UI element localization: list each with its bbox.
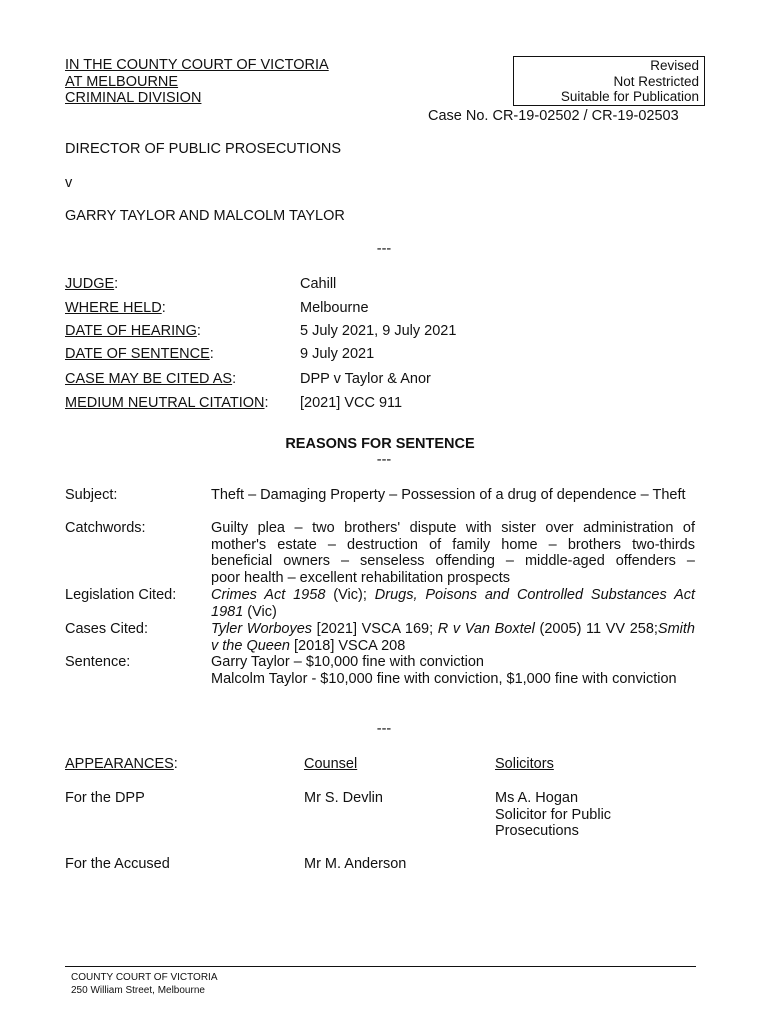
appearance-party: For the DPP: [65, 790, 145, 806]
accused-party: GARRY TAYLOR AND MALCOLM TAYLOR: [65, 208, 345, 224]
case-citation: (2005) 11 VV 258;: [534, 621, 658, 637]
catchwords-line: Guilty plea – two brothers' dispute with sister over administration of: [211, 520, 695, 536]
court-line: IN THE COUNTY COURT OF VICTORIA: [65, 57, 329, 73]
publication-status-box: [513, 56, 705, 106]
detail-label: WHERE HELD: [65, 300, 162, 316]
catchwords-line: poor health – excellent rehabilitation prospects: [211, 569, 511, 586]
detail-value: [2021] VCC 911: [300, 395, 403, 411]
separator: ---: [376, 721, 392, 737]
detail-value: Cahill: [300, 276, 337, 292]
sentence-line: Malcolm Taylor - $10,000 fine with conviction, $1,000 fine with conviction: [211, 670, 677, 687]
footer-rule: [65, 966, 696, 967]
solicitor-line: Prosecutions: [495, 823, 579, 839]
catchwords-line: beneficial owners – senseless offending – middle-aged offenders –: [211, 553, 695, 569]
footer-line: COUNTY COURT OF VICTORIA: [71, 972, 218, 983]
detail-value: 5 July 2021, 9 July 2021: [300, 323, 457, 339]
case-name: Tyler Worboyes: [211, 621, 313, 637]
court-line: AT MELBOURNE: [65, 73, 179, 90]
case-citation: [2021] VSCA 169;: [312, 621, 438, 637]
detail-value: 9 July 2021: [300, 346, 375, 362]
legislation-act: Crimes Act 1958: [211, 587, 326, 603]
sentence-line: Garry Taylor – $10,000 fine with conviction: [211, 654, 484, 670]
appearance-party: For the Accused: [65, 856, 170, 872]
summary-label: Sentence:: [65, 654, 131, 670]
solicitors-heading: Solicitors: [495, 756, 554, 772]
page-footer: [71, 972, 218, 997]
detail-label: MEDIUM NEUTRAL CITATION: [65, 395, 265, 411]
summary-label: Legislation Cited:: [65, 587, 177, 603]
separator: ---: [376, 452, 392, 468]
status-line: Not Restricted: [613, 73, 699, 89]
detail-label: DATE OF HEARING: [65, 323, 197, 339]
detail-label: DATE OF SENTENCE: [65, 346, 210, 362]
case-citation: [2018] VSCA 208: [290, 637, 406, 654]
case-name: Smith v the Queen: [211, 621, 695, 654]
appearance-solicitor: [495, 790, 611, 840]
court-line: CRIMINAL DIVISION: [65, 90, 202, 106]
reasons-title: REASONS FOR SENTENCE: [285, 436, 475, 452]
case-number: Case No. CR-19-02502 / CR-19-02503: [428, 108, 679, 124]
status-line: Suitable for Publication: [560, 89, 699, 104]
court-heading: [65, 57, 329, 107]
prosecution-party: DIRECTOR OF PUBLIC PROSECUTIONS: [65, 141, 342, 157]
footer-line: 250 William Street, Melbourne: [71, 984, 205, 996]
detail-value: Melbourne: [300, 300, 369, 316]
appearances-heading: APPEARANCES: [65, 756, 174, 772]
summary-label: Cases Cited:: [65, 621, 149, 637]
legislation-act: Drugs, Poisons and Controlled Substances Act 1981: [211, 587, 696, 620]
solicitor-line: Ms A. Hogan: [495, 790, 579, 806]
case-name: R v Van Boxtel: [437, 621, 535, 637]
detail-label: CASE MAY BE CITED AS: [65, 371, 233, 387]
summary-label: Subject:: [65, 487, 118, 503]
detail-label: JUDGE: [65, 276, 115, 292]
appearance-counsel: Mr S. Devlin: [304, 790, 383, 806]
counsel-heading: Counsel: [304, 756, 358, 772]
separator: ---: [376, 241, 392, 257]
subject-text: Theft – Damaging Property – Possession of a drug of dependence – Theft: [211, 487, 686, 503]
solicitor-line: Solicitor for Public: [495, 806, 612, 823]
status-line: Revised: [650, 58, 699, 73]
appearance-counsel: Mr M. Anderson: [304, 856, 407, 872]
versus-marker: v: [65, 175, 73, 191]
catchwords-line: mother's estate – destruction of family home – brothers two-thirds: [211, 536, 695, 553]
summary-label: Catchwords:: [65, 520, 146, 536]
detail-value: DPP v Taylor & Anor: [300, 371, 431, 387]
